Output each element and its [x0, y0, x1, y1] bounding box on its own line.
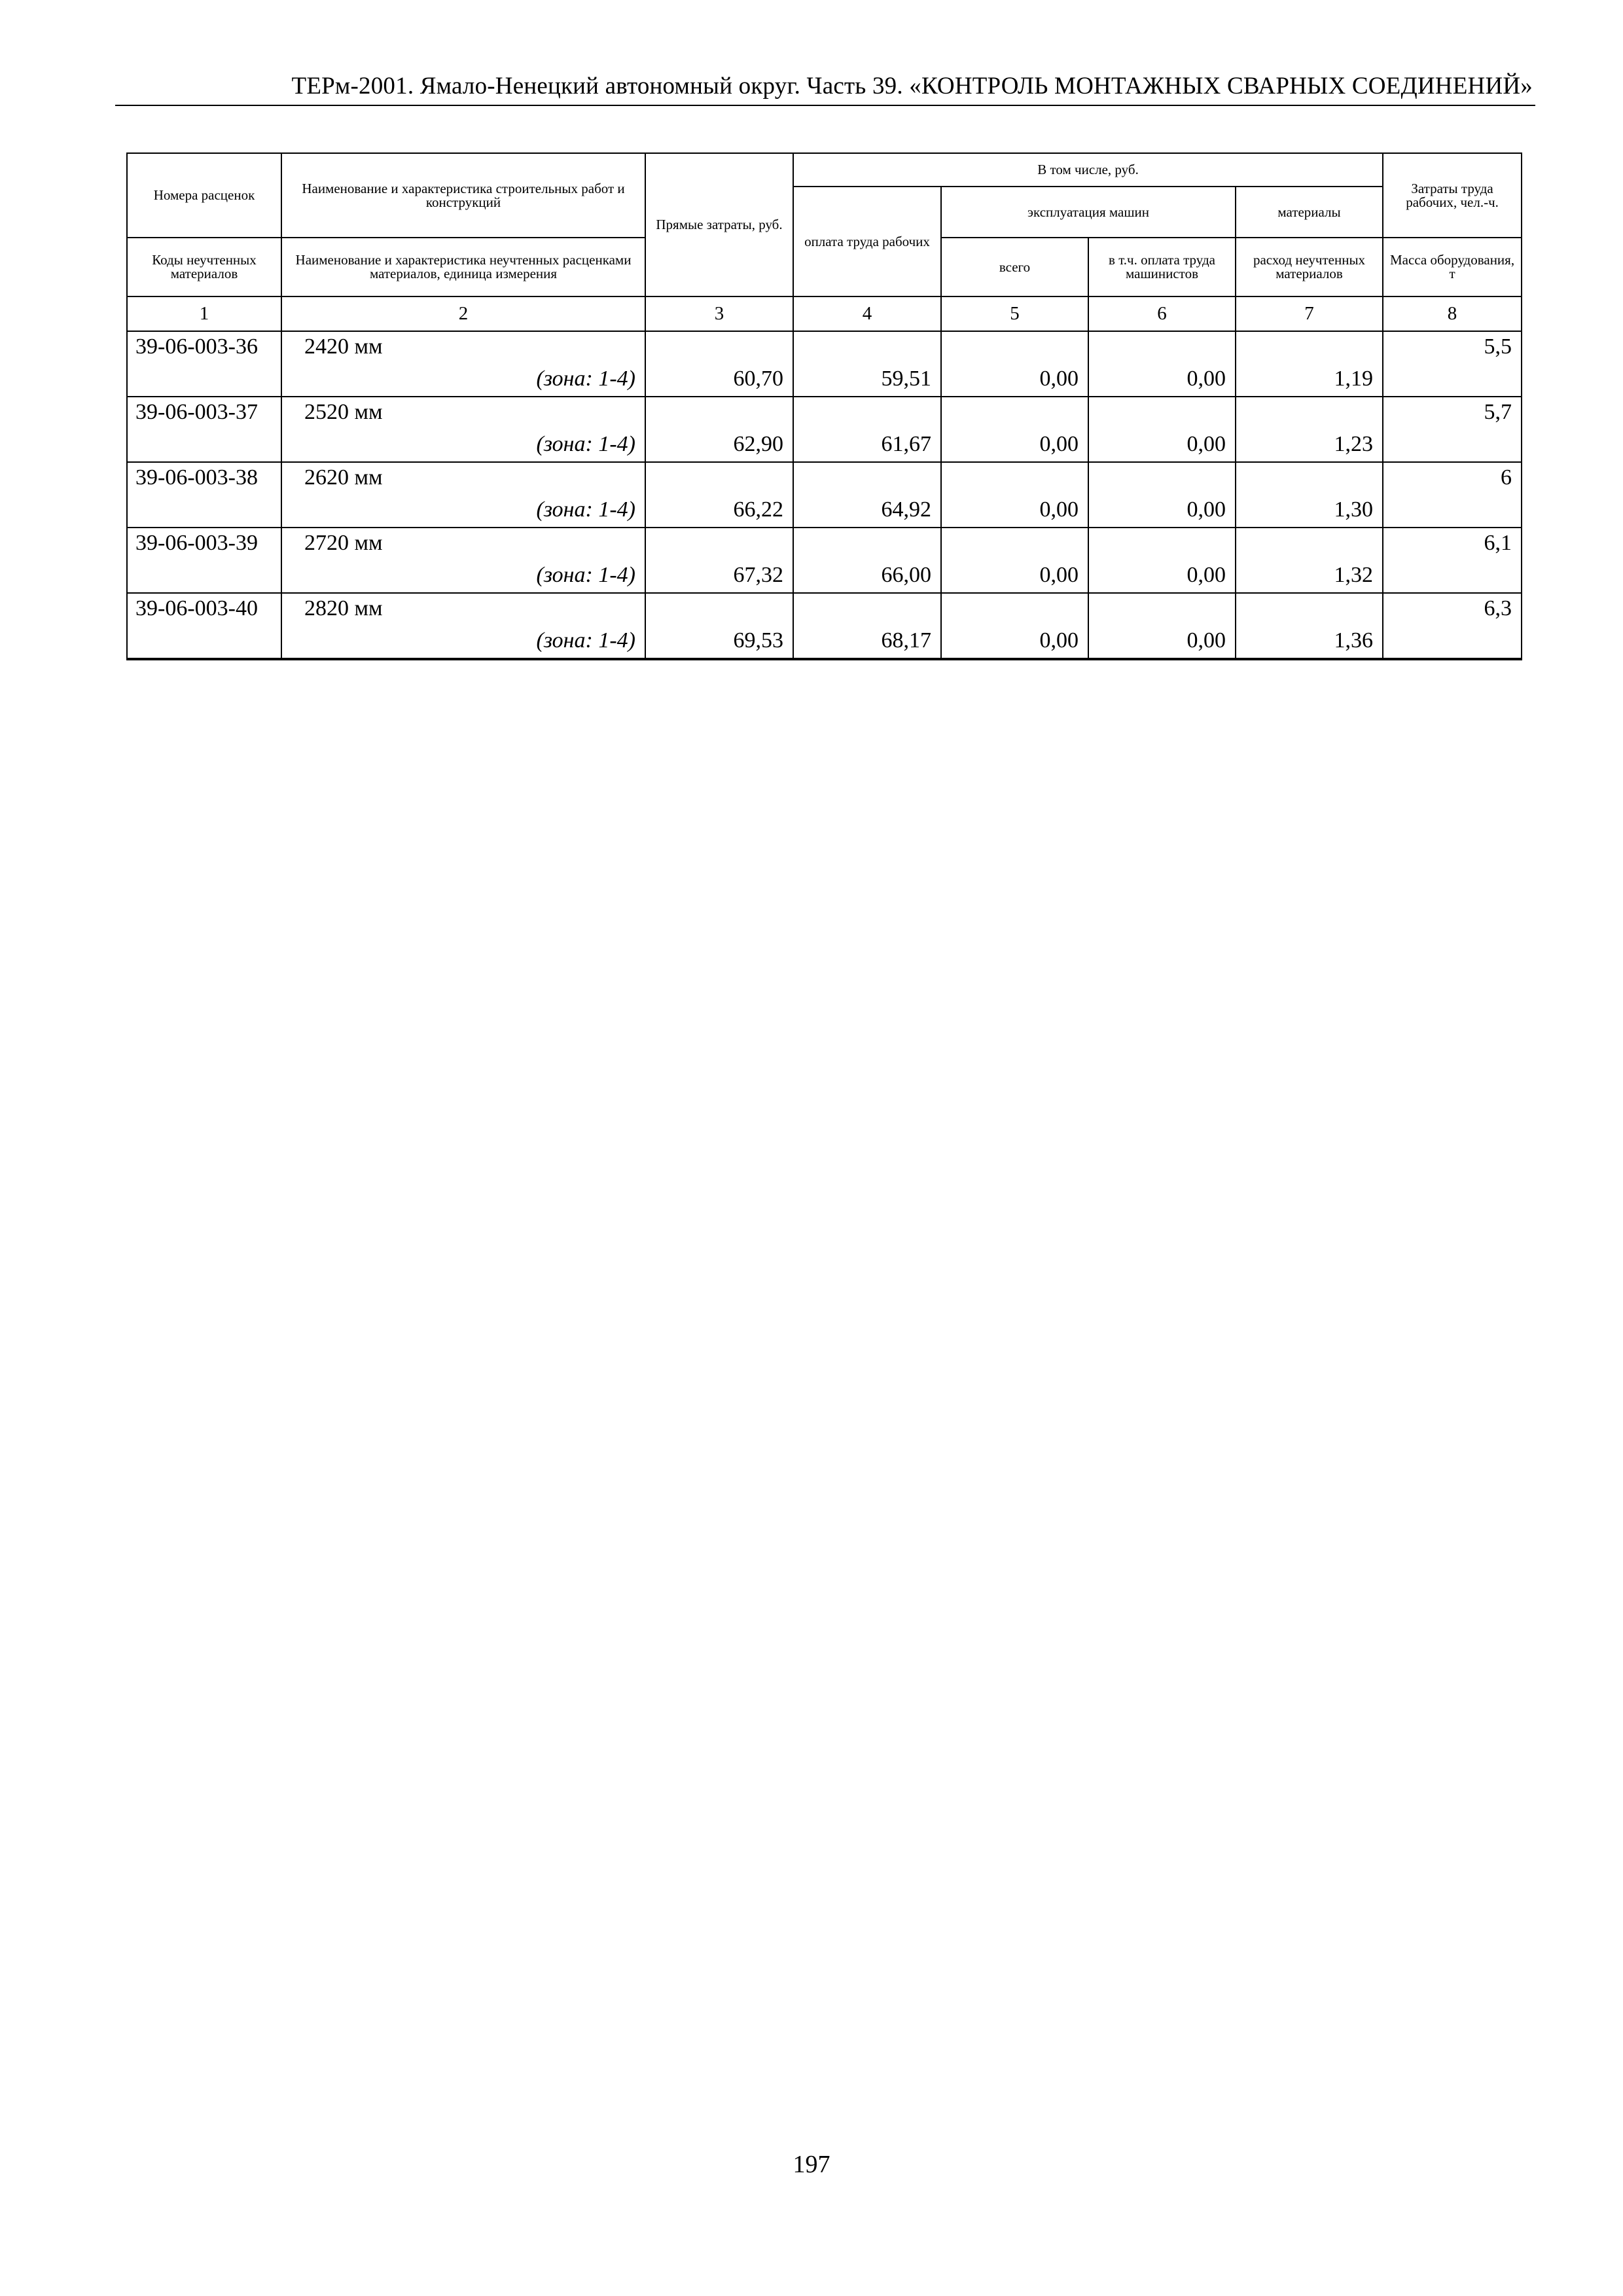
- work-name: 2520 мм: [281, 397, 645, 427]
- rate-code: 39-06-003-38: [127, 462, 281, 493]
- materials-cost: 1,36: [1236, 624, 1383, 659]
- machinists-pay: 0,00: [1088, 362, 1236, 397]
- column-number: 1: [127, 296, 281, 331]
- header-material-consumption: расход неучтенных материалов: [1236, 238, 1383, 296]
- work-name: 2420 мм: [281, 331, 645, 362]
- header-materials: материалы: [1236, 187, 1383, 238]
- work-name: 2620 мм: [281, 462, 645, 493]
- machines-total: 0,00: [941, 493, 1088, 528]
- column-number: 4: [793, 296, 941, 331]
- labor-pay: 66,00: [793, 558, 941, 593]
- table-row-values: [127, 427, 1522, 462]
- machinists-pay: 0,00: [1088, 558, 1236, 593]
- header-rate-numbers: Номера расценок: [127, 153, 281, 238]
- direct-costs: 66,22: [645, 493, 793, 528]
- column-number: 2: [281, 296, 645, 331]
- zone-label: (зона: 1-4): [281, 493, 645, 528]
- header-equipment-mass: Масса оборудования, т: [1383, 238, 1522, 296]
- labor-hours: 5,5: [1383, 331, 1522, 362]
- page-number: 197: [793, 2151, 830, 2178]
- direct-costs: 67,32: [645, 558, 793, 593]
- direct-costs: 60,70: [645, 362, 793, 397]
- rates-table: [126, 152, 1522, 660]
- header-machinists-pay: в т.ч. оплата труда машинистов: [1088, 238, 1236, 296]
- table-row-values: [127, 624, 1522, 659]
- machinists-pay: 0,00: [1088, 493, 1236, 528]
- materials-cost: 1,19: [1236, 362, 1383, 397]
- column-number: 8: [1383, 296, 1522, 331]
- labor-pay: 68,17: [793, 624, 941, 659]
- labor-pay: 64,92: [793, 493, 941, 528]
- table-row: [127, 528, 1522, 558]
- rate-code: 39-06-003-36: [127, 331, 281, 362]
- header-including-group: В том числе, руб.: [793, 153, 1383, 187]
- header-material-names: Наименование и характеристика неучтенных расценками материалов, единица измерения: [281, 238, 645, 296]
- column-number: 6: [1088, 296, 1236, 331]
- header-material-codes: Коды неучтенных материалов: [127, 238, 281, 296]
- labor-hours: 6,1: [1383, 528, 1522, 558]
- column-number: 3: [645, 296, 793, 331]
- machinists-pay: 0,00: [1088, 427, 1236, 462]
- materials-cost: 1,30: [1236, 493, 1383, 528]
- labor-pay: 59,51: [793, 362, 941, 397]
- zone-label: (зона: 1-4): [281, 558, 645, 593]
- machinists-pay: 0,00: [1088, 624, 1236, 659]
- labor-hours: 5,7: [1383, 397, 1522, 427]
- table-row: [127, 593, 1522, 624]
- table-row: [127, 462, 1522, 493]
- work-name: 2720 мм: [281, 528, 645, 558]
- table-row-values: [127, 558, 1522, 593]
- header-machine-operation: эксплуатация машин: [941, 187, 1236, 238]
- header-labor-pay: оплата труда рабочих: [793, 187, 941, 296]
- page-header-title: ТЕРм-2001. Ямало-Ненецкий автономный округ. Часть 39. «КОНТРОЛЬ МОНТАЖНЫХ СВАРНЫХ СОЕДИНЕНИЙ»: [291, 73, 1533, 99]
- header-work-name: Наименование и характеристика строительных работ и конструкций: [281, 153, 645, 238]
- rate-code: 39-06-003-40: [127, 593, 281, 624]
- column-number: 7: [1236, 296, 1383, 331]
- zone-label: (зона: 1-4): [281, 427, 645, 462]
- direct-costs: 62,90: [645, 427, 793, 462]
- materials-cost: 1,32: [1236, 558, 1383, 593]
- table-row-values: [127, 362, 1522, 397]
- table-row: [127, 331, 1522, 362]
- column-numbers-row: [127, 296, 1522, 331]
- header-direct-costs: Прямые затраты, руб.: [645, 153, 793, 296]
- machines-total: 0,00: [941, 362, 1088, 397]
- header-machines-total: всего: [941, 238, 1088, 296]
- rate-code: 39-06-003-39: [127, 528, 281, 558]
- work-name: 2820 мм: [281, 593, 645, 624]
- machines-total: 0,00: [941, 558, 1088, 593]
- labor-hours: 6: [1383, 462, 1522, 493]
- zone-label: (зона: 1-4): [281, 624, 645, 659]
- header-labor-hours: Затраты труда рабочих, чел.-ч.: [1383, 153, 1522, 238]
- page-header: [115, 71, 1535, 106]
- zone-label: (зона: 1-4): [281, 362, 645, 397]
- table-row: [127, 397, 1522, 427]
- machines-total: 0,00: [941, 624, 1088, 659]
- labor-pay: 61,67: [793, 427, 941, 462]
- machines-total: 0,00: [941, 427, 1088, 462]
- rate-code: 39-06-003-37: [127, 397, 281, 427]
- labor-hours: 6,3: [1383, 593, 1522, 624]
- table-row-values: [127, 493, 1522, 528]
- column-number: 5: [941, 296, 1088, 331]
- direct-costs: 69,53: [645, 624, 793, 659]
- materials-cost: 1,23: [1236, 427, 1383, 462]
